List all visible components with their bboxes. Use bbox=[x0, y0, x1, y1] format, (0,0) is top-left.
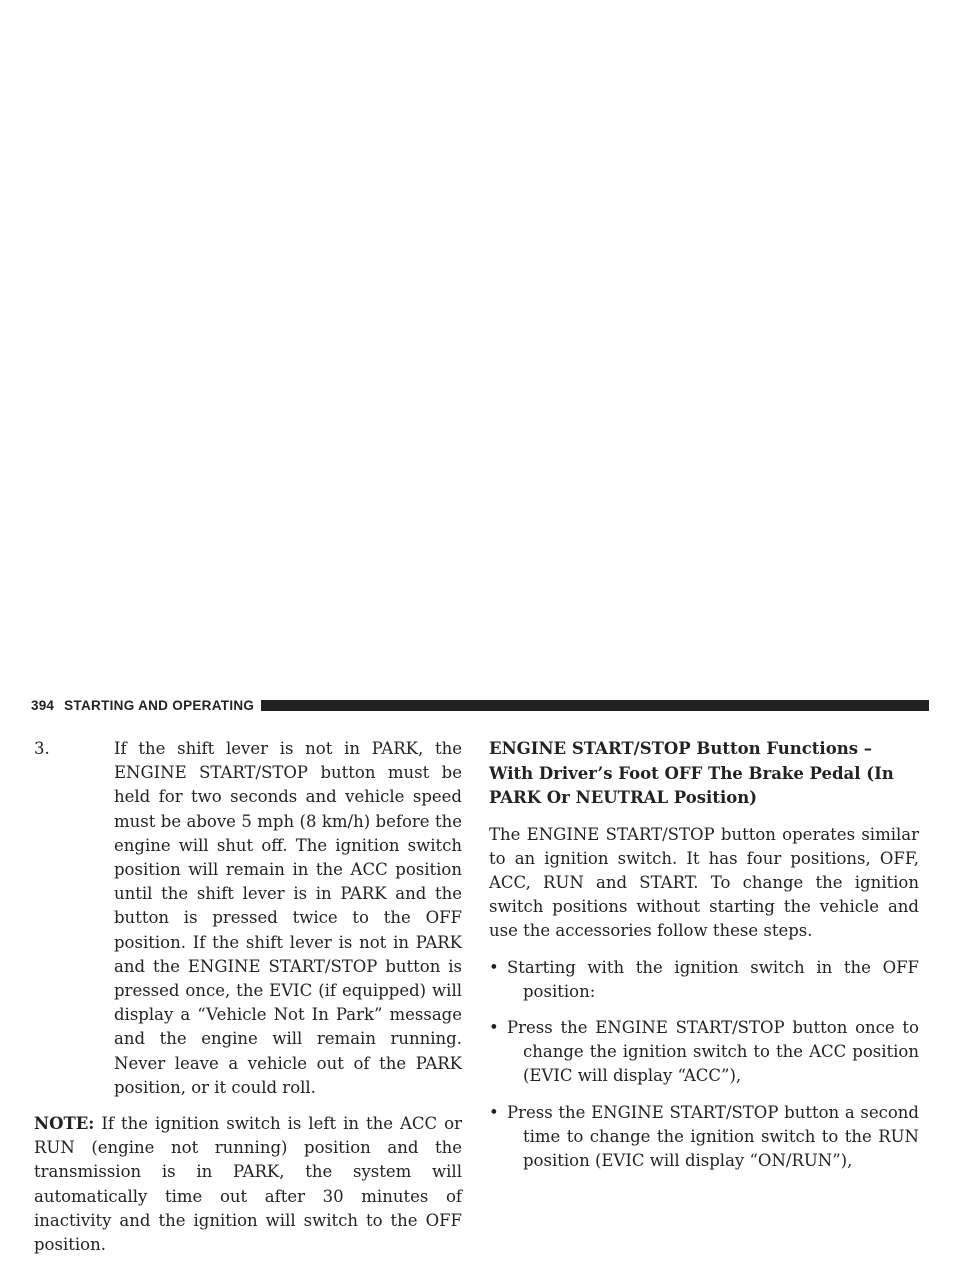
section-title: STARTING AND OPERATING bbox=[64, 697, 255, 713]
step-text: If the shift lever is not in PARK, the ENGINE START/STOP button must be held for two seconds and vehicle speed must be above 5 mph (8 km/h) before the engine will shut off. The ignition switch position will remain in the ACC position until the shift lever is in PARK and the button is pressed twice to the OFF position. If the shift lever is not in PARK and the ENGINE START/STOP button is pressed once, the EVIC (if equipped) will display a “Vehicle Not In Park” message and the engine will remain running. Never leave a vehicle out of the PARK position, or it could roll. bbox=[114, 739, 462, 1097]
bullet-item bbox=[489, 1101, 919, 1174]
bullet-item bbox=[489, 1016, 919, 1089]
bullet-item bbox=[489, 956, 919, 1004]
bullet-text: Starting with the ignition switch in the OFF position: bbox=[507, 957, 919, 1001]
page-header bbox=[31, 697, 929, 713]
numbered-step-3 bbox=[34, 737, 462, 1100]
right-column bbox=[489, 737, 919, 1185]
left-column bbox=[34, 737, 462, 1269]
note-text: If the ignition switch is left in the ACC or RUN (engine not running) position and the transmission is in PARK, the system will automatically time out after 30 minutes of inactivity and the ignition will switch to the OFF position. bbox=[34, 1114, 462, 1255]
header-rule bbox=[261, 700, 929, 711]
note-label: NOTE: bbox=[34, 1114, 95, 1134]
bullet-icon: • bbox=[489, 957, 499, 977]
bullet-icon: • bbox=[489, 1102, 499, 1122]
step-marker: 3. bbox=[34, 739, 50, 758]
intro-paragraph: The ENGINE START/STOP button operates similar to an ignition switch. It has four positions, OFF, ACC, RUN and START. To change the ignition switch positions without starting the vehicle and use the accessories follow these steps. bbox=[489, 824, 919, 941]
note-paragraph bbox=[34, 1112, 462, 1257]
bullet-icon: • bbox=[489, 1017, 499, 1037]
section-heading: ENGINE START/STOP Button Functions – With Driver’s Foot OFF The Brake Pedal (In PARK Or NEUTRAL Position) bbox=[489, 739, 894, 807]
bullet-text: Press the ENGINE START/STOP button a second time to change the ignition switch to the RUN position (EVIC will display “ON/RUN”), bbox=[507, 1102, 919, 1170]
bullet-text: Press the ENGINE START/STOP button once to change the ignition switch to the ACC position (EVIC will display “ACC”), bbox=[507, 1017, 919, 1086]
page-number: 394 bbox=[31, 697, 55, 713]
